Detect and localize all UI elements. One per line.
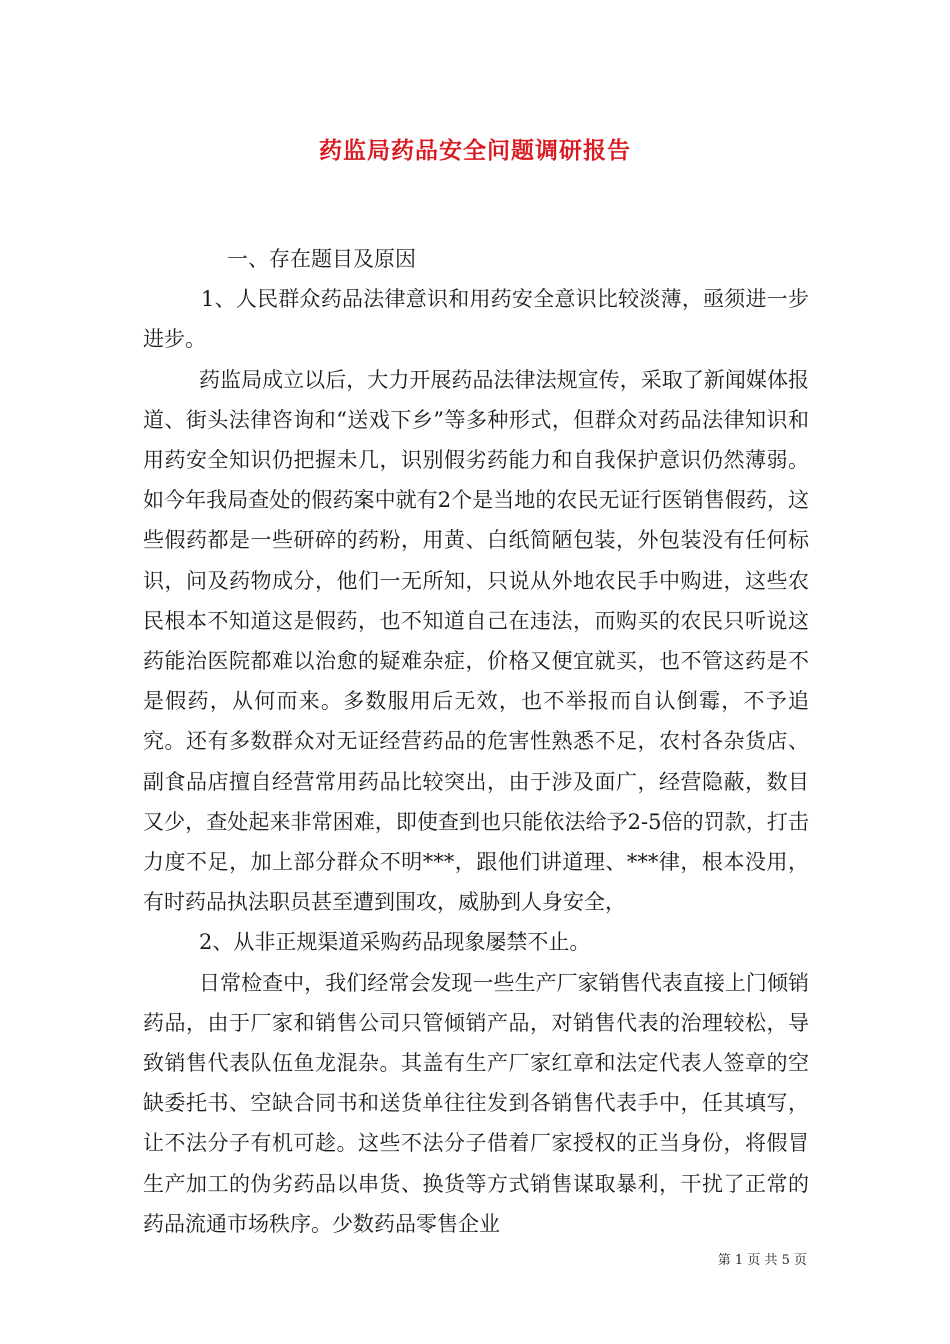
document-title: 药监局药品安全问题调研报告 [319, 137, 631, 164]
paragraph-2: 药监局成立以后，大力开展药品法律法规宣传，采取了新闻媒体报道、街头法律咨询和“送戏下乡”等多种形式，但群众对药品法律知识和用药安全知识仍把握未几，识别假劣药能力和自我保护意识仍然薄弱。如今年我局查处的假药案中就有2个是当地的农民无证行医销售假药，这些假药都是一些研碎的药粉，用黄、白纸简陋包装，外包装没有任何标识，问及药物成分，他们一无所知，只说从外地农民手中购进，这些农民根本不知道这是假药，也不知道自己在违法，而购买的农民只听说这药能治医院都难以治愈的疑难杂症，价格又便宜就买，也不管这药是不是假药，从何而来。多数服用后无效，也不举报而自认倒霉，不予追究。还有多数群众对无证经营药品的危害性熟悉不足，农村各杂货店、副食品店擅自经营常用药品比较突出，由于涉及面广，经营隐蔽，数目又少，查处起来非常困难，即使查到也只能依法给予2-5倍的罚款，打击力度不足，加上部分群众不明***，跟他们讲道理、***律，根本没用，有时药品执法职员甚至遭到围攻，威胁到人身安全， [143, 367, 809, 915]
section-heading: 一、存在题目及原因 [227, 247, 416, 271]
paragraph-4: 日常检查中，我们经常会发现一些生产厂家销售代表直接上门倾销药品，由于厂家和销售公司只管倾销产品，对销售代表的治理较松，导致销售代表队伍鱼龙混杂。其盖有生产厂家红章和法定代表人签章的空缺委托书、空缺合同书和送货单往往发到各销售代表手中，任其填写，让不法分子有机可趁。这些不法分子借着厂家授权的正当身份，将假冒生产加工的伪劣药品以串货、换货等方式销售谋取暴利，干扰了正常的药品流通市场秩序。少数药品零售企业 [143, 970, 809, 1236]
paragraph-3: 2、从非正规渠道采购药品现象屡禁不止。 [199, 930, 591, 955]
document-body [143, 239, 809, 1244]
paragraph-1: 1、人民群众药品法律意识和用药安全意识比较淡薄，亟须进一步进步。 [143, 287, 809, 352]
page-number: 第 1 页 共 5 页 [717, 1253, 807, 1268]
